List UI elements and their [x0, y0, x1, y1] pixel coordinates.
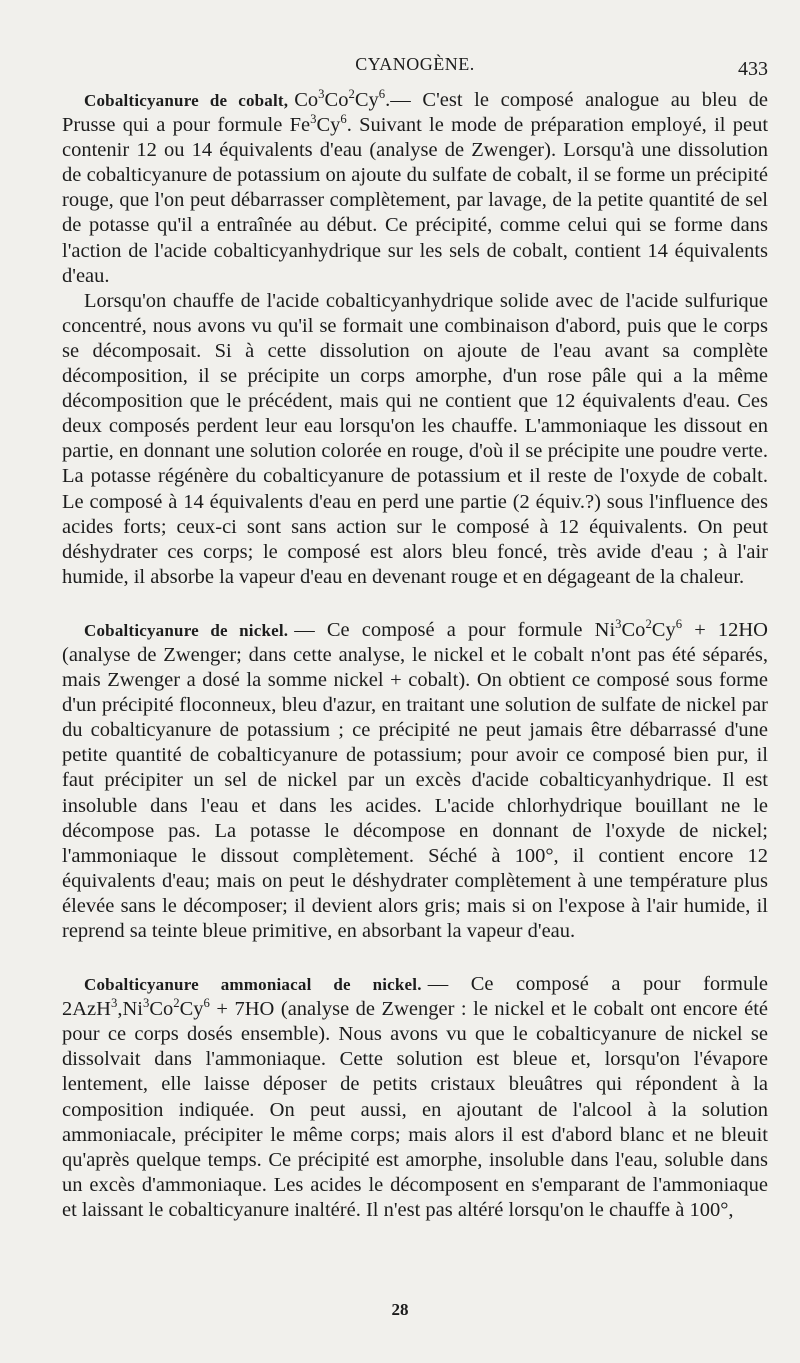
paragraph-body: Suivant le mode de préparation employé, il peut contenir 12 ou 14 équivalents d'eau (analyse de Zwenger). Lorsqu'à une dissolution de cobalticyanure de potassium on ajoute du sulfate de cobalt, il se forme un précipité rouge, que l'on peut débarrasser complètement, par lavage, de la petite quantité de sel de potasse qu'il a entraînée au début. Ce précipité, comme celui qui se forme dans l'action de l'acide cobalticyanhydrique sur les sels de cobalt, contient 14 équivalents d'eau. [62, 114, 769, 287]
page-header [62, 48, 768, 88]
lead-text: — Ce composé a pour formule Ni [294, 618, 616, 641]
lead-text: — Ce composé a pour formule 2AzH [62, 973, 768, 1021]
book-page [62, 48, 768, 1223]
signature-mark: 28 [391, 1300, 409, 1319]
section-heading: Cobalticyanure de nickel. [84, 620, 289, 640]
paragraph-cobalticyanure-de-nickel: Cobalticyanure de nickel. — Ce composé a pour formule $Ni^3Co^2Cy^6 + 12HO$ (analyse de Zwenger; dans cette analyse, le nickel et le cobalt n'ont pas été séparés, mais Zwenger a dosé la somme nickel + cobalt). On obtient ce composé sous forme d'un précipité floconneux, bleu d'azur, en traitant une solution de sulfate de nickel par du cobalticyanure de potassium ; ce précipité ne peut jamais être débarrassé d'une petite quantité de cobalticyanure de potassium; pour avoir ce composé bien pur, il faut précipiter un sel de nickel par un excès d'acide cobalticyanhydrique. Il est insoluble dans l'eau et dans les acides. L'acide chlorhydrique bouillant ne le décompose pas. La potasse le décompose en donnant de l'oxyde de nickel; l'ammoniaque le dissout complètement. Séché à 100°, il contient encore 12 équivalents d'eau; mais on peut le déshydrater complètement à une température plus élevée sans le décomposer; il devient alors gris; mais si on l'expose à l'air humide, il reprend sa teinte bleue primitive, en absorbant la vapeur d'eau. [62, 617, 768, 942]
paragraph-body: (analyse de Zwenger : le nickel et le cobalt ont encore été pour ce corps dosés ensemble). Nous avons vu que le cobalticyanure de nickel se dissolvait dans l'ammoniaque. Cette solution est bleue et, lorsqu'on l'évapore lentement, elle laisse déposer de petits cristaux bleuâtres qui répondent à la composition indiquée. On peut aussi, en ajoutant de l'alcool à la solution ammoniacale, précipiter le même corps; mais alors il est d'abord blanc et ne bleuit qu'après quelque temps. Ce précipité est amorphe, insoluble dans l'eau, soluble dans un excès d'ammoniaque. Les acides le décomposent en s'emparant de l'ammoniaque et laissant le cobalticyanure inaltéré. Il n'est pas altéré lorsqu'on le chauffe à 100°, [62, 998, 768, 1221]
section-heading: Cobalticyanure ammoniacal de nickel. [84, 975, 422, 995]
paragraph-acide-sulfurique: Lorsqu'on chauffe de l'acide cobalticyanhydrique solide avec de l'acide sulfurique concentré, nous avons vu qu'il se formait une combinaison d'abord, puis que le corps se décomposait. Si à cette dissolution on ajoute de l'eau avant sa complète décomposition, il se précipite un corps amorphe, d'un rose pâle qui a la même décomposition que le précédent, mais qui ne contient que 12 équivalents d'eau. Ces deux composés perdent leur eau lorsqu'on les chauffe. L'ammoniaque les dissout en partie, en donnant une solution colorée en rouge, d'où il se précipite une poudre verte. La potasse régénère du cobalticyanure de potassium et il reste de l'oxyde de cobalt. Le composé à 14 équivalents d'eau en perd une partie (2 équiv.?) sous l'influence des acides forts; ceux-ci sont sans action sur le composé à 12 équivalents. On peut déshydrater ces corps; le composé est alors bleu foncé, très avide d'eau ; à l'air humide, il absorbe la vapeur d'eau en devenant rouge et en dégageant de la chaleur. [62, 289, 768, 588]
lead-text: C'est le composé analogue au bleu de Prusse qui a pour formule Fe [62, 89, 768, 137]
formula-cobalt: Co$^3$Co$^2$Cy$^6$.— [294, 87, 411, 111]
section-heading: Cobalticyanure de cobalt, [84, 91, 289, 110]
page-number: 433 [738, 58, 768, 80]
paragraph-body: (analyse de Zwenger; dans cette analyse, le nickel et le cobalt n'ont pas été séparés, mais Zwenger a dosé la somme nickel + cobalt). On obtient ce composé sous forme d'un précipité floconneux, bleu d'azur, en traitant une solution de sulfate de nickel par du cobalticyanure de potassium ; ce précipité ne peut jamais être débarrassé d'une petite quantité de cobalticyanure de potassium; pour avoir ce composé bien pur, il faut précipiter un sel de nickel par un excès d'acide cobalticyanhydrique. Il est insoluble dans l'eau et dans les acides. L'acide chlorhydrique bouillant ne le décompose pas. La potasse le décompose en donnant de l'oxyde de nickel; l'ammoniaque le dissout complètement. Séché à 100°, il contient encore 12 équivalents d'eau; mais on peut le déshydrater complètement à une température plus élevée sans le décomposer; il devient alors gris; mais si on l'expose à l'air humide, il reprend sa teinte bleue primitive, en absorbant la vapeur d'eau. [62, 643, 768, 942]
paragraph-cobalticyanure-ammoniacal: Cobalticyanure ammoniacal de nickel. — Ce composé a pour formule $2AzH^3,Ni^3Co^2Cy^6 + 7HO$ (analyse de Zwenger : le nickel et le cobalt ont encore été pour ce corps dosés ensemble). Nous avons vu que le cobalticyanure de nickel se dissolvait dans l'ammoniaque. Cette solution est bleue et, lorsqu'on l'évapore lentement, elle laisse déposer de petits cristaux bleuâtres qui répondent à la composition indiquée. On peut aussi, en ajoutant de l'alcool à la solution ammoniacale, précipiter le même corps; mais alors il est d'abord blanc et ne bleuit qu'après quelque temps. Ce précipité est amorphe, insoluble dans l'eau, soluble dans un excès d'ammoniaque. Les acides le décomposent en s'emparant de l'ammoniaque et laissant le cobalticyanure inaltéré. Il n'est pas altéré lorsqu'on le chauffe à 100°, [62, 973, 768, 1221]
paragraph-cobalticyanure-de-cobalt: Cobalticyanure de cobalt, Co$^3$Co$^2$Cy$^6$.— C'est le composé analogue au bleu de Prusse qui a pour formule Fe$^3$Cy$^6$. Suivant le mode de préparation employé, il peut contenir 12 ou 14 équivalents d'eau (analyse de Zwenger). Lorsqu'à une dissolution de cobalticyanure de potassium on ajoute du sulfate de cobalt, il se forme un précipité rouge, que l'on peut débarrasser complètement, par lavage, de la petite quantité de sel de potasse qu'il a entraînée au début. Ce précipité, comme celui qui se forme dans l'action de l'acide cobalticyanhydrique sur les sels de cobalt, contient 14 équivalents d'eau. [62, 87, 769, 287]
running-title: CYANOGÈNE. [355, 54, 475, 74]
